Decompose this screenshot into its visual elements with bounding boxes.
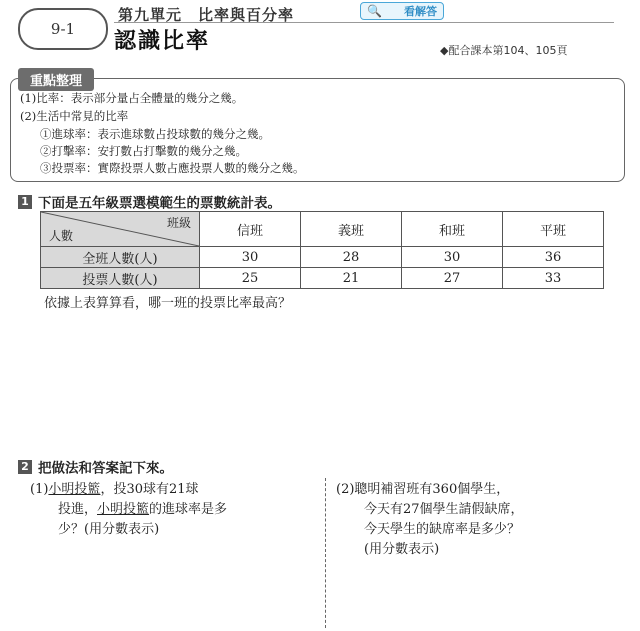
unit-title: 第九單元 比率與百分率 [118, 6, 295, 24]
question-text: 小明投籃 [48, 482, 101, 497]
textbook-page-reference: ◆配合課本第104、105頁 [440, 44, 568, 57]
table-cell: 30 [200, 247, 301, 268]
question-2-line: (用分數表示) [364, 542, 440, 557]
question-1-line [30, 478, 199, 497]
key-point-line: (2)生活中常見的比率 [20, 109, 129, 123]
corner-label-class: 班級 [166, 216, 191, 230]
table-cell: 25 [200, 268, 301, 289]
section-2-heading [18, 456, 173, 477]
view-answer-button[interactable] [360, 2, 444, 20]
table-cell: 27 [402, 268, 503, 289]
section-title: 把做法和答案記下來。 [38, 460, 173, 477]
column-header: 義班 [301, 212, 402, 247]
key-point-line: (1)比率：表示部分量占全體量的幾分之幾。 [20, 91, 244, 105]
section-1-question: 依據上表算算看，哪一班的投票比率最高？ [44, 296, 292, 311]
key-point-line: ②打擊率：安打數占打擊數的幾分之幾。 [40, 144, 247, 158]
table-corner-cell [41, 212, 200, 247]
question-text: 投進， [58, 502, 98, 517]
question-2-line: 今天學生的缺席率是多少？ [364, 522, 521, 537]
section-number: 2 [18, 460, 32, 474]
question-text: ，投30球有21球 [100, 482, 199, 497]
corner-label-count: 人數 [49, 229, 74, 243]
page-title: 認識比率 [114, 29, 211, 54]
lesson-badge: 9-1 [18, 8, 108, 50]
row-label: 投票人數(人) [41, 268, 200, 289]
section-title: 下面是五年級票選模範生的票數統計表。 [38, 195, 281, 212]
table-row [41, 268, 604, 289]
table-cell: 28 [301, 247, 402, 268]
view-answer-label: 看解答 [404, 5, 437, 18]
header-divider [114, 22, 614, 23]
question-2-line: 今天有27個學生請假缺席， [364, 502, 524, 517]
row-label: 全班人數(人) [41, 247, 200, 268]
table-header-row [41, 212, 604, 247]
question-text: 小明投籃 [97, 502, 150, 517]
column-divider [325, 478, 326, 628]
key-point-line: ①進球率：表示進球數占投球數的幾分之幾。 [40, 127, 270, 141]
column-header: 和班 [402, 212, 503, 247]
question-text: 的進球率是多 [149, 502, 228, 517]
key-points-label: 重點整理 [18, 68, 94, 91]
section-number: 1 [18, 195, 32, 209]
table-row [41, 247, 604, 268]
question-1-line [58, 498, 227, 517]
vote-count-table [40, 211, 604, 289]
table-cell: 21 [301, 268, 402, 289]
question-number: (1) [30, 482, 49, 497]
question-2-line: (2)聰明補習班有360個學生， [336, 482, 510, 497]
magnifier-icon: 🔍 [367, 4, 382, 18]
table-cell: 30 [402, 247, 503, 268]
column-header: 信班 [200, 212, 301, 247]
question-1-line: 少？(用分數表示) [58, 522, 160, 537]
table-cell: 36 [503, 247, 604, 268]
column-header: 平班 [503, 212, 604, 247]
section-1-heading [18, 191, 281, 212]
key-point-line: ③投票率：實際投票人數占應投票人數的幾分之幾。 [40, 161, 305, 175]
table-cell: 33 [503, 268, 604, 289]
